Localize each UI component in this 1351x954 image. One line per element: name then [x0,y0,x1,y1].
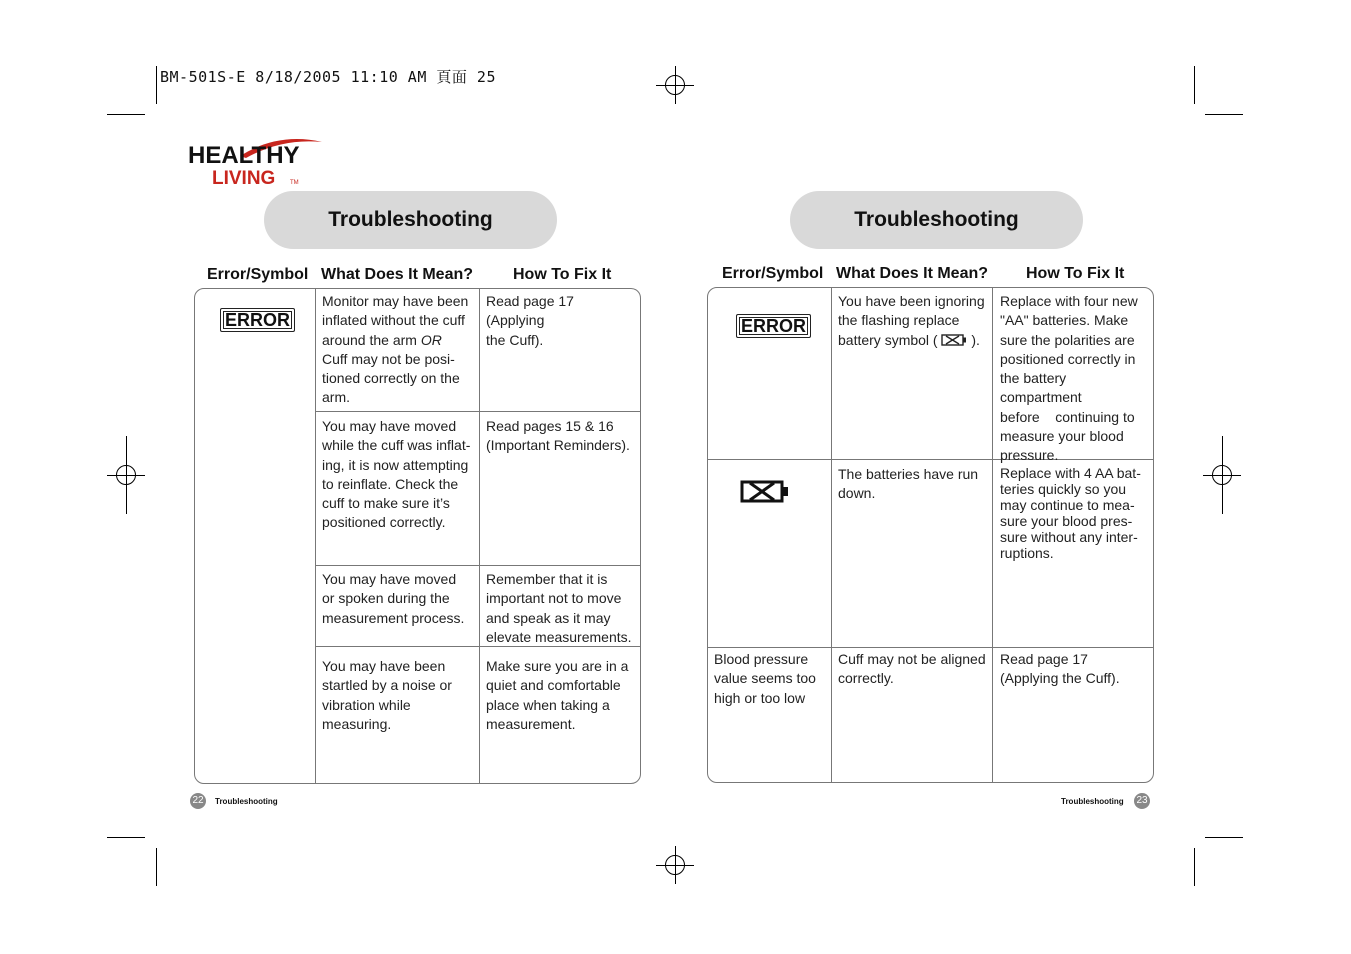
crop-mark [1205,114,1243,115]
text-line: elevate measurements. [486,628,632,645]
text-line: and speak as it may [486,609,611,626]
text-line: place when taking a [486,696,610,713]
left-col-header-fix: How To Fix It [513,266,612,283]
text-line: the flashing replace [838,312,960,329]
text-line: value seems too [714,670,816,687]
text-line: Cuff may not be posi- [322,350,455,367]
right-row1-fix [1000,292,1150,466]
text-line: or spoken during the [322,590,450,607]
battery-replace-icon [941,334,967,346]
text-line: positioned correctly. [322,514,446,531]
right-page-title: Troubleshooting [790,191,1083,249]
text-line: You may have moved [322,418,457,434]
text-line: Cuff may not be aligned [838,651,986,667]
left-row3-meaning [322,570,477,628]
text-line: You may have moved [322,571,457,587]
text-line: to reinflate. Check the [322,475,459,492]
text-line: correctly. [838,670,894,687]
text-line: startled by a noise or [322,677,452,694]
text-line: arm. [322,389,350,406]
left-page-number: 22 [190,793,206,809]
text-line: You have been ignoring [838,293,985,309]
battery-replace-icon [740,480,790,504]
crop-mark [1194,66,1195,104]
right-row3-fix [1000,650,1150,689]
text-line: Blood pressure [714,651,809,667]
text-line: sure without any inter- [1000,529,1138,545]
text-line: teries quickly so you [1000,481,1127,497]
text-line: Replace with four new [1000,293,1138,309]
registration-mark-icon [656,66,694,104]
or-emphasis: OR [420,331,442,348]
right-col-header-symbol: Error/Symbol [722,265,824,282]
text-line: important not to move [486,590,622,607]
text-line: the Cuff). [486,331,544,348]
text-line: Make sure you are in a [486,658,629,674]
logo-trademark: TM [290,180,299,186]
crop-mark [156,848,157,886]
crop-mark [107,837,145,838]
left-col-header-symbol: Error/Symbol [207,266,309,283]
text-span: around the arm [322,331,417,348]
left-row3-fix [486,570,636,647]
text-line: high or too low [714,689,806,706]
text-line [838,331,988,350]
crop-mark [156,66,157,104]
text-line: pressure. [1000,447,1059,464]
text-line: tioned correctly on the [322,370,460,387]
text-line: before continuing to [1000,408,1135,425]
text-line: Remember that it is [486,571,608,587]
text-line: Read page 17 (Applying [486,293,574,329]
crop-mark [1205,837,1243,838]
left-row1-meaning [322,292,477,408]
left-row1-fix [486,292,636,350]
right-row2-fix [1000,465,1150,561]
left-page-title: Troubleshooting [264,191,557,249]
text-line: the battery compartment [1000,370,1082,406]
right-col-header-fix: How To Fix It [1026,265,1125,282]
print-slug: BM-501S-E 8/18/2005 11:10 AM 頁面 25 [160,68,496,86]
left-row2-fix [486,417,636,456]
logo-wordmark-bottom: LIVING [212,168,276,189]
text-line: Read page 17 [1000,651,1088,667]
text-line: inflated without the cuff [322,312,465,329]
text-span: ). [971,331,980,348]
crop-mark [107,114,145,115]
text-line: (Applying the Cuff). [1000,670,1120,687]
left-row4-fix [486,657,636,734]
crop-mark [126,436,127,514]
left-row4-meaning [322,657,479,734]
right-page-number: 23 [1134,793,1150,809]
text-line: (Important Reminders). [486,437,630,454]
text-line: "AA" batteries. Make [1000,312,1129,329]
text-line: Read pages 15 & 16 [486,418,614,434]
text-line: while the cuff was inflat- [322,437,471,454]
right-row3-symbol [714,650,834,708]
logo-wordmark-top: HEALTHY [188,142,300,169]
crop-mark [1194,848,1195,886]
crop-mark [1222,436,1223,514]
text-line: measurement. [486,715,576,732]
right-row2-meaning [838,465,988,504]
text-line [322,331,477,350]
left-footer-label: Troubleshooting [215,797,278,806]
text-line: sure the polarities are [1000,331,1135,348]
text-line: cuff to make sure it’s [322,495,450,512]
right-row3-meaning [838,650,988,689]
text-line: ruptions. [1000,545,1054,561]
text-line: sure your blood pres- [1000,513,1133,529]
right-footer-label: Troubleshooting [1061,797,1124,806]
text-line: vibration while measuring. [322,696,411,732]
text-line: ing, it is now attempting [322,456,469,473]
text-span: battery symbol ( [838,331,938,348]
right-col-header-meaning: What Does It Mean? [836,265,989,282]
text-line: measure your blood [1000,428,1124,445]
left-row2-meaning [322,417,479,533]
left-col-header-meaning: What Does It Mean? [321,266,474,283]
right-row1-meaning [838,292,988,350]
text-line: Replace with 4 AA bat- [1000,465,1141,481]
error-symbol: ERROR [736,314,811,338]
text-line: The batteries have run [838,466,979,482]
text-line: may continue to mea- [1000,497,1135,513]
text-line: Monitor may have been [322,293,469,309]
text-line: positioned correctly in [1000,350,1136,367]
text-line: measurement process. [322,609,465,626]
registration-mark-icon [656,846,694,884]
error-symbol: ERROR [220,308,295,332]
text-line: quiet and comfortable [486,677,621,694]
text-line: You may have been [322,658,446,674]
text-line: down. [838,485,876,502]
